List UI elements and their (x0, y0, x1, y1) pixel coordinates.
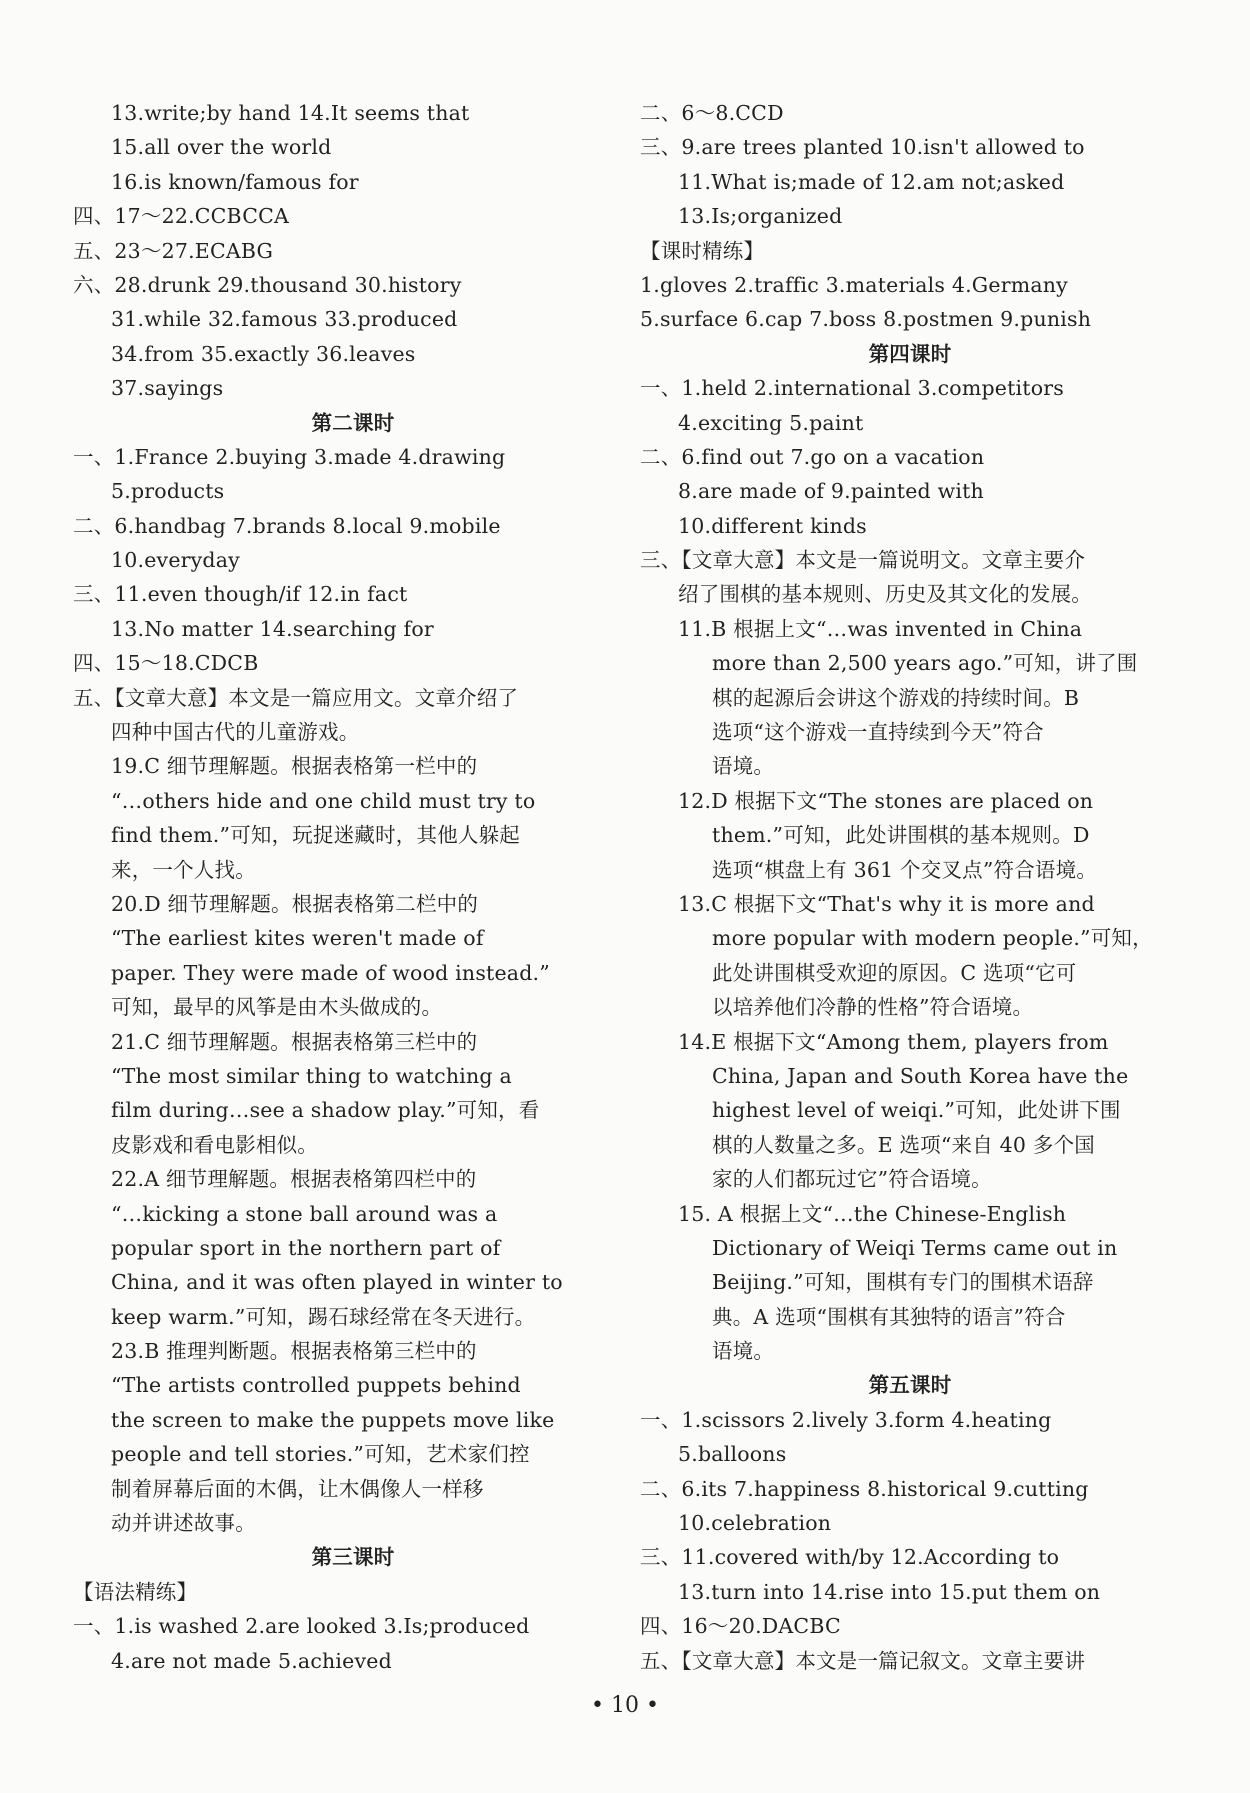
answer-line: 四、16～20.DACBC (640, 1614, 841, 1639)
answer-line: 语境。 (712, 1339, 775, 1364)
answer-line: 选项“这个游戏一直持续到今天”符合 (712, 720, 1044, 745)
answer-line: 4.exciting 5.paint (678, 410, 864, 435)
answer-line: 一、1.France 2.buying 3.made 4.drawing (73, 444, 506, 469)
answer-line: 以培养他们冷静的性格”符合语境。 (712, 995, 1034, 1020)
answer-line: “The artists controlled puppets behind (111, 1373, 521, 1398)
answer-line: Beijing.”可知，围棋有专门的围棋术语辞 (712, 1270, 1094, 1295)
answer-line: 10.different kinds (678, 513, 867, 538)
answer-line: 14.E 根据下文“Among them, players from (678, 1029, 1109, 1054)
answer-line: 语境。 (712, 754, 775, 779)
right-column (640, 96, 1180, 1678)
answer-line: 五、23～27.ECABG (73, 238, 274, 263)
page-number: • 10 • (591, 1693, 659, 1718)
section-title: 第五课时 (868, 1373, 952, 1398)
answer-line: Dictionary of Weiqi Terms came out in (712, 1235, 1118, 1260)
answer-line: 四、15～18.CDCB (73, 651, 259, 676)
answer-line: 16.is known/famous for (111, 169, 359, 194)
answer-line: China, Japan and South Korea have the (712, 1063, 1129, 1088)
answer-line: 22.A 细节理解题。根据表格第四栏中的 (111, 1167, 477, 1192)
answer-line: 20.D 细节理解题。根据表格第二栏中的 (111, 891, 479, 916)
answer-line: 可知，最早的风筝是由木头做成的。 (111, 995, 443, 1020)
answer-line: 10.celebration (678, 1511, 832, 1536)
answer-line: “…others hide and one child must try to (111, 788, 536, 813)
answer-line: 二、6.find out 7.go on a vacation (640, 444, 985, 469)
answer-line: 13.Is;organized (678, 204, 843, 229)
answer-line: 15. A 根据上文“…the Chinese-English (678, 1201, 1067, 1226)
answer-line: film during…see a shadow play.”可知，看 (111, 1098, 540, 1123)
section-title: 第二课时 (311, 410, 395, 435)
answer-line: 13.turn into 14.rise into 15.put them on (678, 1579, 1101, 1604)
answer-line: 四、17～22.CCBCCA (73, 204, 289, 229)
answer-line: 10.everyday (111, 548, 240, 573)
answer-line: more than 2,500 years ago.”可知，讲了围 (712, 651, 1138, 676)
answer-line: 21.C 细节理解题。根据表格第三栏中的 (111, 1029, 478, 1054)
answer-line: 5.balloons (678, 1442, 787, 1467)
answer-line: 五、【文章大意】本文是一篇应用文。文章介绍了 (73, 685, 519, 710)
answer-line: 13.write;by hand 14.It seems that (111, 101, 470, 125)
section-title: 第四课时 (868, 341, 952, 366)
answer-line: 23.B 推理判断题。根据表格第三栏中的 (111, 1339, 477, 1364)
answer-line: “…kicking a stone ball around was a (111, 1201, 498, 1226)
answer-line: 5.surface 6.cap 7.boss 8.postmen 9.punish (640, 307, 1092, 332)
answer-line: 31.while 32.famous 33.produced (111, 307, 458, 332)
answer-line: 19.C 细节理解题。根据表格第一栏中的 (111, 754, 478, 779)
answer-line: 37.sayings (111, 376, 224, 401)
answer-line: 此处讲围棋受欢迎的原因。C 选项“它可 (712, 960, 1077, 985)
answer-line: 一、1.is washed 2.are looked 3.Is;produced (73, 1614, 530, 1639)
answer-line: 二、6.handbag 7.brands 8.local 9.mobile (73, 513, 501, 538)
answer-line: keep warm.”可知，踢石球经常在冬天进行。 (111, 1304, 536, 1329)
answer-line: 13.No matter 14.searching for (111, 616, 434, 641)
answer-line: 五、【文章大意】本文是一篇记叙文。文章主要讲 (640, 1648, 1086, 1673)
section-title: 第三课时 (311, 1545, 395, 1570)
answer-line: 六、28.drunk 29.thousand 30.history (73, 272, 462, 297)
answer-line: 【语法精练】 (73, 1579, 198, 1604)
answer-line: paper. They were made of wood instead.” (111, 960, 550, 985)
answer-line: 三、【文章大意】本文是一篇说明文。文章主要介 (640, 548, 1086, 573)
answer-line: 15.all over the world (111, 135, 332, 160)
answer-line: highest level of weiqi.”可知，此处讲下围 (712, 1098, 1121, 1123)
answer-line: 三、11.covered with/by 12.According to (640, 1545, 1060, 1570)
answer-line: 棋的人数量之多。E 选项“来自 40 多个国 (712, 1132, 1095, 1157)
answer-line: people and tell stories.”可知，艺术家们控 (111, 1442, 530, 1467)
answer-line: 典。A 选项“围棋有其独特的语言”符合 (712, 1304, 1066, 1329)
answer-line: 一、1.scissors 2.lively 3.form 4.heating (640, 1407, 1052, 1432)
answer-line: 三、9.are trees planted 10.isn't allowed to (640, 135, 1085, 160)
answer-line: “The earliest kites weren't made of (111, 926, 484, 951)
answer-line: 13.C 根据下文“That's why it is more and (678, 891, 1095, 916)
answer-line: 1.gloves 2.traffic 3.materials 4.Germany (640, 272, 1068, 297)
answer-line: 三、11.even though/if 12.in fact (73, 582, 408, 607)
answer-line: 制着屏幕后面的木偶，让木偶像人一样移 (111, 1476, 484, 1501)
answer-line: more popular with modern people.”可知， (712, 926, 1153, 951)
answer-line: them.”可知，此处讲围棋的基本规则。D (712, 823, 1090, 848)
answer-line: 一、1.held 2.international 3.competitors (640, 376, 1065, 401)
answer-line: 【课时精练】 (640, 238, 765, 263)
answer-line: 二、6～8.CCD (640, 101, 784, 125)
answer-line: 8.are made of 9.painted with (678, 479, 984, 504)
answer-line: 5.products (111, 479, 225, 504)
answer-line: China, and it was often played in winter to (111, 1270, 563, 1295)
answer-line: 二、6.its 7.happiness 8.historical 9.cutting (640, 1476, 1089, 1501)
answer-line: “The most similar thing to watching a (111, 1063, 512, 1088)
answer-line: 家的人们都玩过它”符合语境。 (712, 1167, 992, 1192)
answer-line: 11.B 根据上文“…was invented in China (678, 616, 1083, 641)
answer-line: popular sport in the northern part of (111, 1235, 501, 1260)
answer-line: 四种中国古代的儿童游戏。 (111, 720, 360, 745)
answer-line: 棋的起源后会讲这个游戏的持续时间。B (712, 685, 1080, 710)
answer-line: 动并讲述故事。 (111, 1511, 256, 1536)
answer-line: 来，一个人找。 (111, 857, 256, 882)
answer-line: 4.are not made 5.achieved (111, 1648, 392, 1673)
answer-line: 选项“棋盘上有 361 个交叉点”符合语境。 (712, 857, 1098, 882)
answer-line: 绍了围棋的基本规则、历史及其文化的发展。 (678, 582, 1092, 607)
answer-line: the screen to make the puppets move like (111, 1407, 555, 1432)
answer-line: 12.D 根据下文“The stones are placed on (678, 788, 1094, 813)
left-column (73, 96, 613, 1678)
answer-line: 11.What is;made of 12.am not;asked (678, 169, 1065, 194)
answer-line: 皮影戏和看电影相似。 (111, 1132, 318, 1157)
answer-line: find them.”可知，玩捉迷藏时，其他人躲起 (111, 823, 520, 848)
answer-line: 34.from 35.exactly 36.leaves (111, 341, 416, 366)
